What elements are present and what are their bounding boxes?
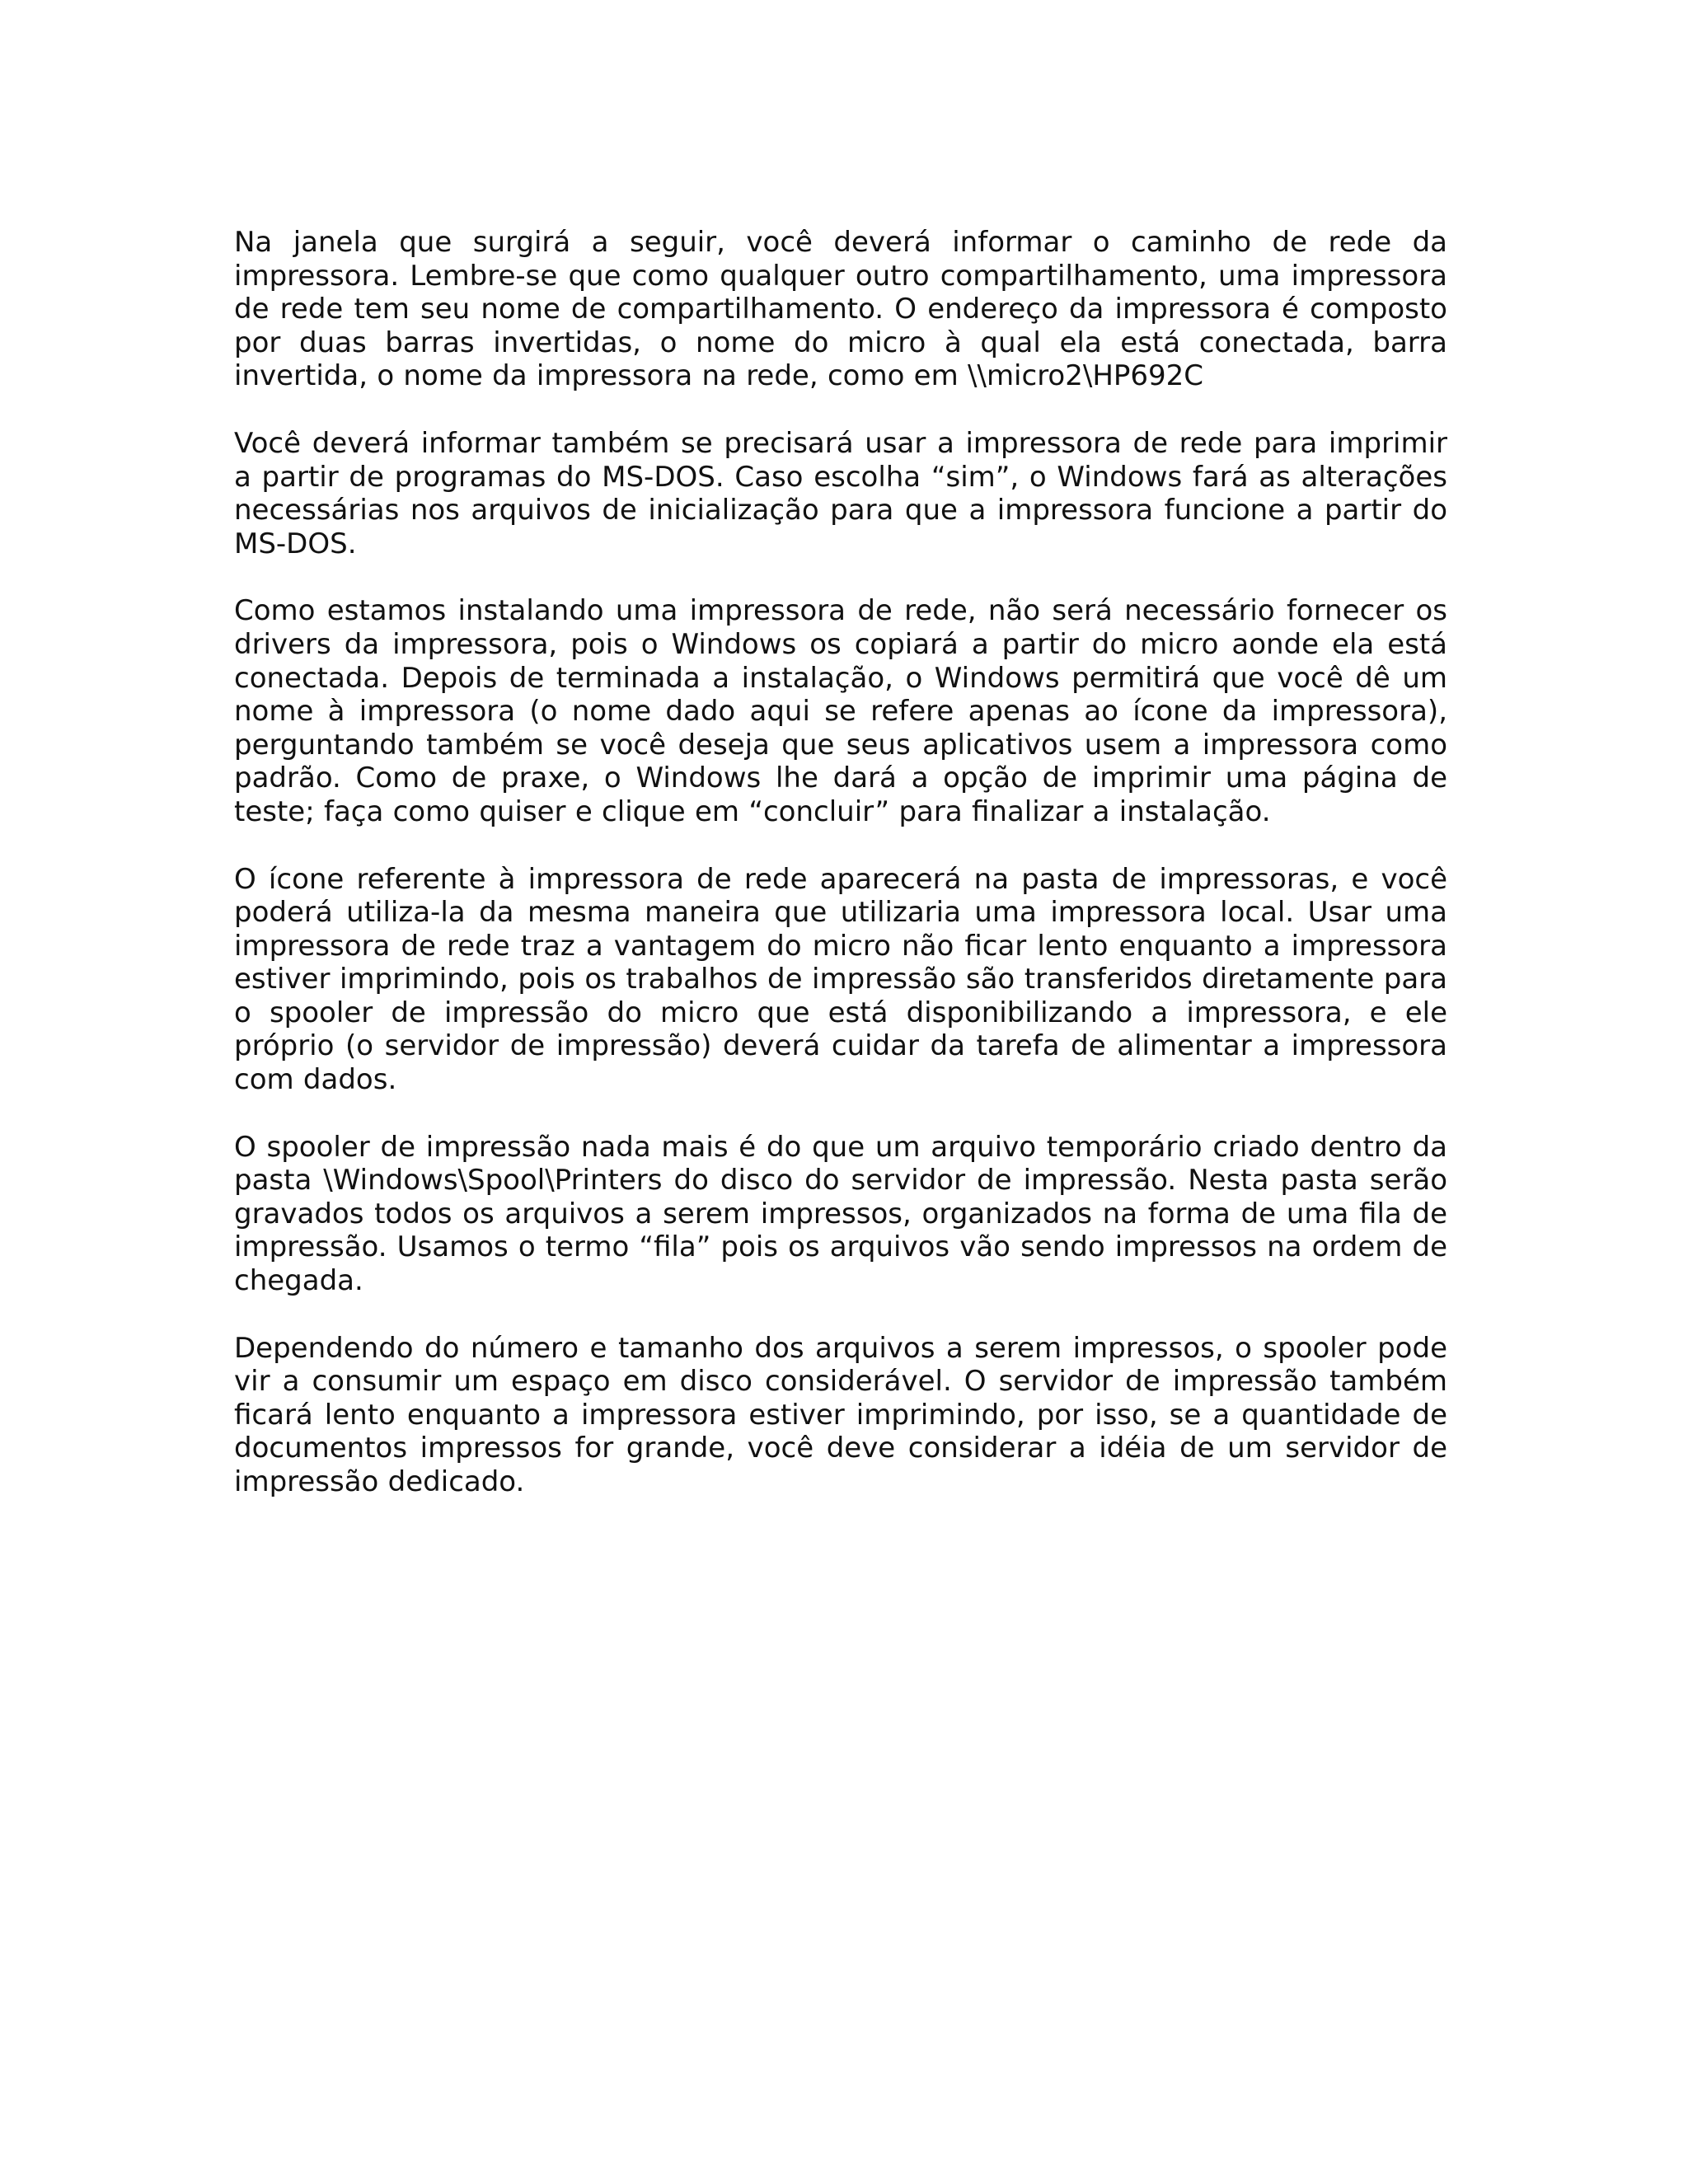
paragraph-drivers: Como estamos instalando uma impressora de rede, não será necessário fornecer os drivers da impressora, pois o Windows os copiará a partir do micro aonde ela está conectada. Depois de terminada a instalação, o Windows permitirá que você dê um nome à impressora (o nome dado aqui se refere apenas ao ícone da impressora), perguntando também se você deseja que seus aplicativos usem a impressora como padrão. Como de praxe, o Windows lhe dará a opção de imprimir uma página de teste; faça como quiser e clique em “concluir” para finalizar a instalação.: [234, 594, 1447, 828]
paragraph-spooler: O spooler de impressão nada mais é do que um arquivo temporário criado dentro da pasta \Windows\Spool\Printers do disco do servidor de impressão. Nesta pasta serão gravados todos os arquivos a serem impressos, organizados na forma de uma fila de impressão. Usamos o termo “fila” pois os arquivos vão sendo impressos na ordem de chegada.: [234, 1130, 1447, 1298]
paragraph-printer-icon: O ícone referente à impressora de rede aparecerá na pasta de impressoras, e você poderá utiliza-la da mesma maneira que utilizaria uma impressora local. Usar uma impressora de rede traz a vantagem do micro não ficar lento enquanto a impressora estiver imprimindo, pois os trabalhos de impressão são transferidos diretamente para o spooler de impressão do micro que está disponibilizando a impressora, e ele próprio (o servidor de impressão) deverá cuidar da tarefa de alimentar a impressora com dados.: [234, 862, 1447, 1097]
paragraph-network-path: Na janela que surgirá a seguir, você deverá informar o caminho de rede da impressora. Lembre-se que como qualquer outro compartilhamento, uma impressora de rede tem seu nome de compartilhamento. O endereço da impressora é composto por duas barras invertidas, o nome do micro à qual ela está conectada, barra invertida, o nome da impressora na rede, como em \\micro2\HP692C: [234, 226, 1447, 393]
document-body: [234, 226, 1447, 1533]
paragraph-ms-dos: Você deverá informar também se precisará usar a impressora de rede para imprimir a partir de programas do MS-DOS. Caso escolha “sim”, o Windows fará as alterações necessárias nos arquivos de inicialização para que a impressora funcione a partir do MS-DOS.: [234, 426, 1447, 560]
paragraph-dedicated-server: Dependendo do número e tamanho dos arquivos a serem impressos, o spooler pode vir a consumir um espaço em disco considerável. O servidor de impressão também ficará lento enquanto a impressora estiver imprimindo, por isso, se a quantidade de documentos impressos for grande, você deve considerar a idéia de um servidor de impressão dedicado.: [234, 1331, 1447, 1498]
